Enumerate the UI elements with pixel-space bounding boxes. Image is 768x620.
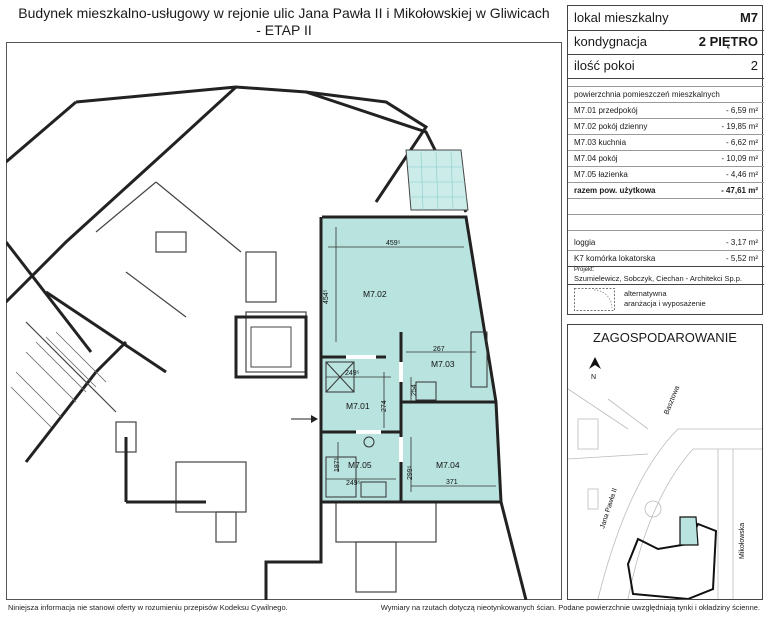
divider <box>568 134 764 135</box>
north-arrow-icon <box>589 357 601 369</box>
dim-label-3: 267 <box>433 346 445 353</box>
divider <box>568 150 764 151</box>
divider <box>568 166 764 167</box>
room-label: M7.03 kuchnia <box>574 138 627 147</box>
room-area: - 6,59 m² <box>725 106 758 115</box>
lokal-label: lokal mieszkalny <box>574 10 669 25</box>
room-area: - 4,46 m² <box>725 170 758 179</box>
legend-text-2: aranżacja i wyposażenie <box>624 299 706 308</box>
room-label-m701: M7.01 <box>346 401 370 411</box>
room-label-m702: M7.02 <box>363 289 387 299</box>
divider <box>568 198 764 199</box>
title-line-2: - ETAP II <box>256 22 312 38</box>
title-line-1: Budynek mieszkalno-usługowy w rejonie ulic Jana Pawła II i Mikołowskiej w Gliwicach <box>18 5 550 21</box>
dim-label-9: 249⁵ <box>346 480 361 487</box>
areas-header-text: powierzchnia pomieszczeń mieszkalnych <box>574 90 720 99</box>
street-label-basztowa: Basztowa <box>663 384 682 416</box>
dim-label-8: 299⁵ <box>407 465 414 480</box>
kondygnacja-row <box>568 34 764 52</box>
divider <box>568 250 764 251</box>
divider <box>568 86 764 87</box>
divider <box>568 284 764 285</box>
room-area: - 10,09 m² <box>721 154 758 163</box>
pokoje-row <box>568 58 764 76</box>
site-plan-panel <box>567 324 763 600</box>
divider <box>568 30 764 31</box>
divider <box>568 230 764 231</box>
lokal-value: M7 <box>739 10 758 25</box>
room-area: - 19,85 m² <box>721 122 758 131</box>
divider <box>568 214 764 215</box>
extra-label: K7 komórka lokatorska <box>574 254 656 263</box>
site-plan-map <box>568 349 762 599</box>
legend-label <box>624 289 706 309</box>
info-panel <box>567 5 763 315</box>
dim-label-4: 254 <box>411 384 418 396</box>
room-label-m705: M7.05 <box>348 460 372 470</box>
room-label-m704: M7.04 <box>436 460 460 470</box>
street-lines <box>568 389 762 599</box>
building-outline <box>628 524 716 599</box>
site-plan-title: ZAGOSPODAROWANIE <box>593 330 737 345</box>
room-area: - 6,62 m² <box>725 138 758 147</box>
divider <box>568 266 764 267</box>
apartment-highlight <box>680 517 698 545</box>
extra-label: loggia <box>574 238 596 247</box>
extra-value: - 5,52 m² <box>725 254 758 263</box>
room-label-m703: M7.03 <box>431 359 455 369</box>
legend-text-1: alternatywna <box>624 289 667 298</box>
room-label: M7.01 przedpokój <box>574 106 638 115</box>
room-label: M7.04 pokój <box>574 154 618 163</box>
extra-value: - 3,17 m² <box>725 238 758 247</box>
footer-left: Niniejsza informacja nie stanowi oferty w rozumieniu przepisów Kodeksu Cywilnego. <box>8 603 288 612</box>
dim-label-7: 187⁵ <box>334 457 341 472</box>
street-label-mikolowska: Mikołowska <box>739 522 746 559</box>
floor-plan <box>6 42 562 600</box>
total-label: razem pow. użytkowa <box>574 186 656 195</box>
legend-swatch <box>574 288 616 312</box>
total-value: - 47,61 m² <box>721 186 758 195</box>
dim-label-5: 249⁵ <box>345 370 360 377</box>
divider <box>568 102 764 103</box>
street-label-jana-pawla: Jana Pawła II <box>599 487 619 530</box>
project-value: Szumielewicz, Sobczyk, Ciechan - Architekci Sp.p. <box>574 274 742 283</box>
dim-label-6: 274 <box>381 400 388 412</box>
room-label: M7.02 pokój dzienny <box>574 122 648 131</box>
divider <box>568 118 764 119</box>
divider <box>568 78 764 79</box>
kondygnacja-label: kondygnacja <box>574 34 647 49</box>
dim-label-10: 371 <box>446 479 458 486</box>
footer-right: Wymiary na rzutach dotyczą nieotynkowanych ścian. Podane powierzchnie uwzględniają tynki i okładziny ścienne. <box>380 603 760 612</box>
project-label: Projekt: <box>574 267 595 273</box>
kondygnacja-value: 2 PIĘTRO <box>698 34 758 49</box>
dim-label-1: 459⁵ <box>386 240 401 247</box>
document-title <box>6 5 562 39</box>
divider <box>568 182 764 183</box>
divider <box>568 54 764 55</box>
lokal-row <box>568 10 764 28</box>
pokoje-value: 2 <box>750 58 758 73</box>
pokoje-label: ilość pokoi <box>574 58 635 73</box>
room-label: M7.05 łazienka <box>574 170 628 179</box>
dim-label-2: 454⁵ <box>323 289 330 304</box>
north-label: N <box>591 374 597 381</box>
entrance-arrow <box>291 415 318 423</box>
floor-plan-drawing <box>6 42 562 600</box>
